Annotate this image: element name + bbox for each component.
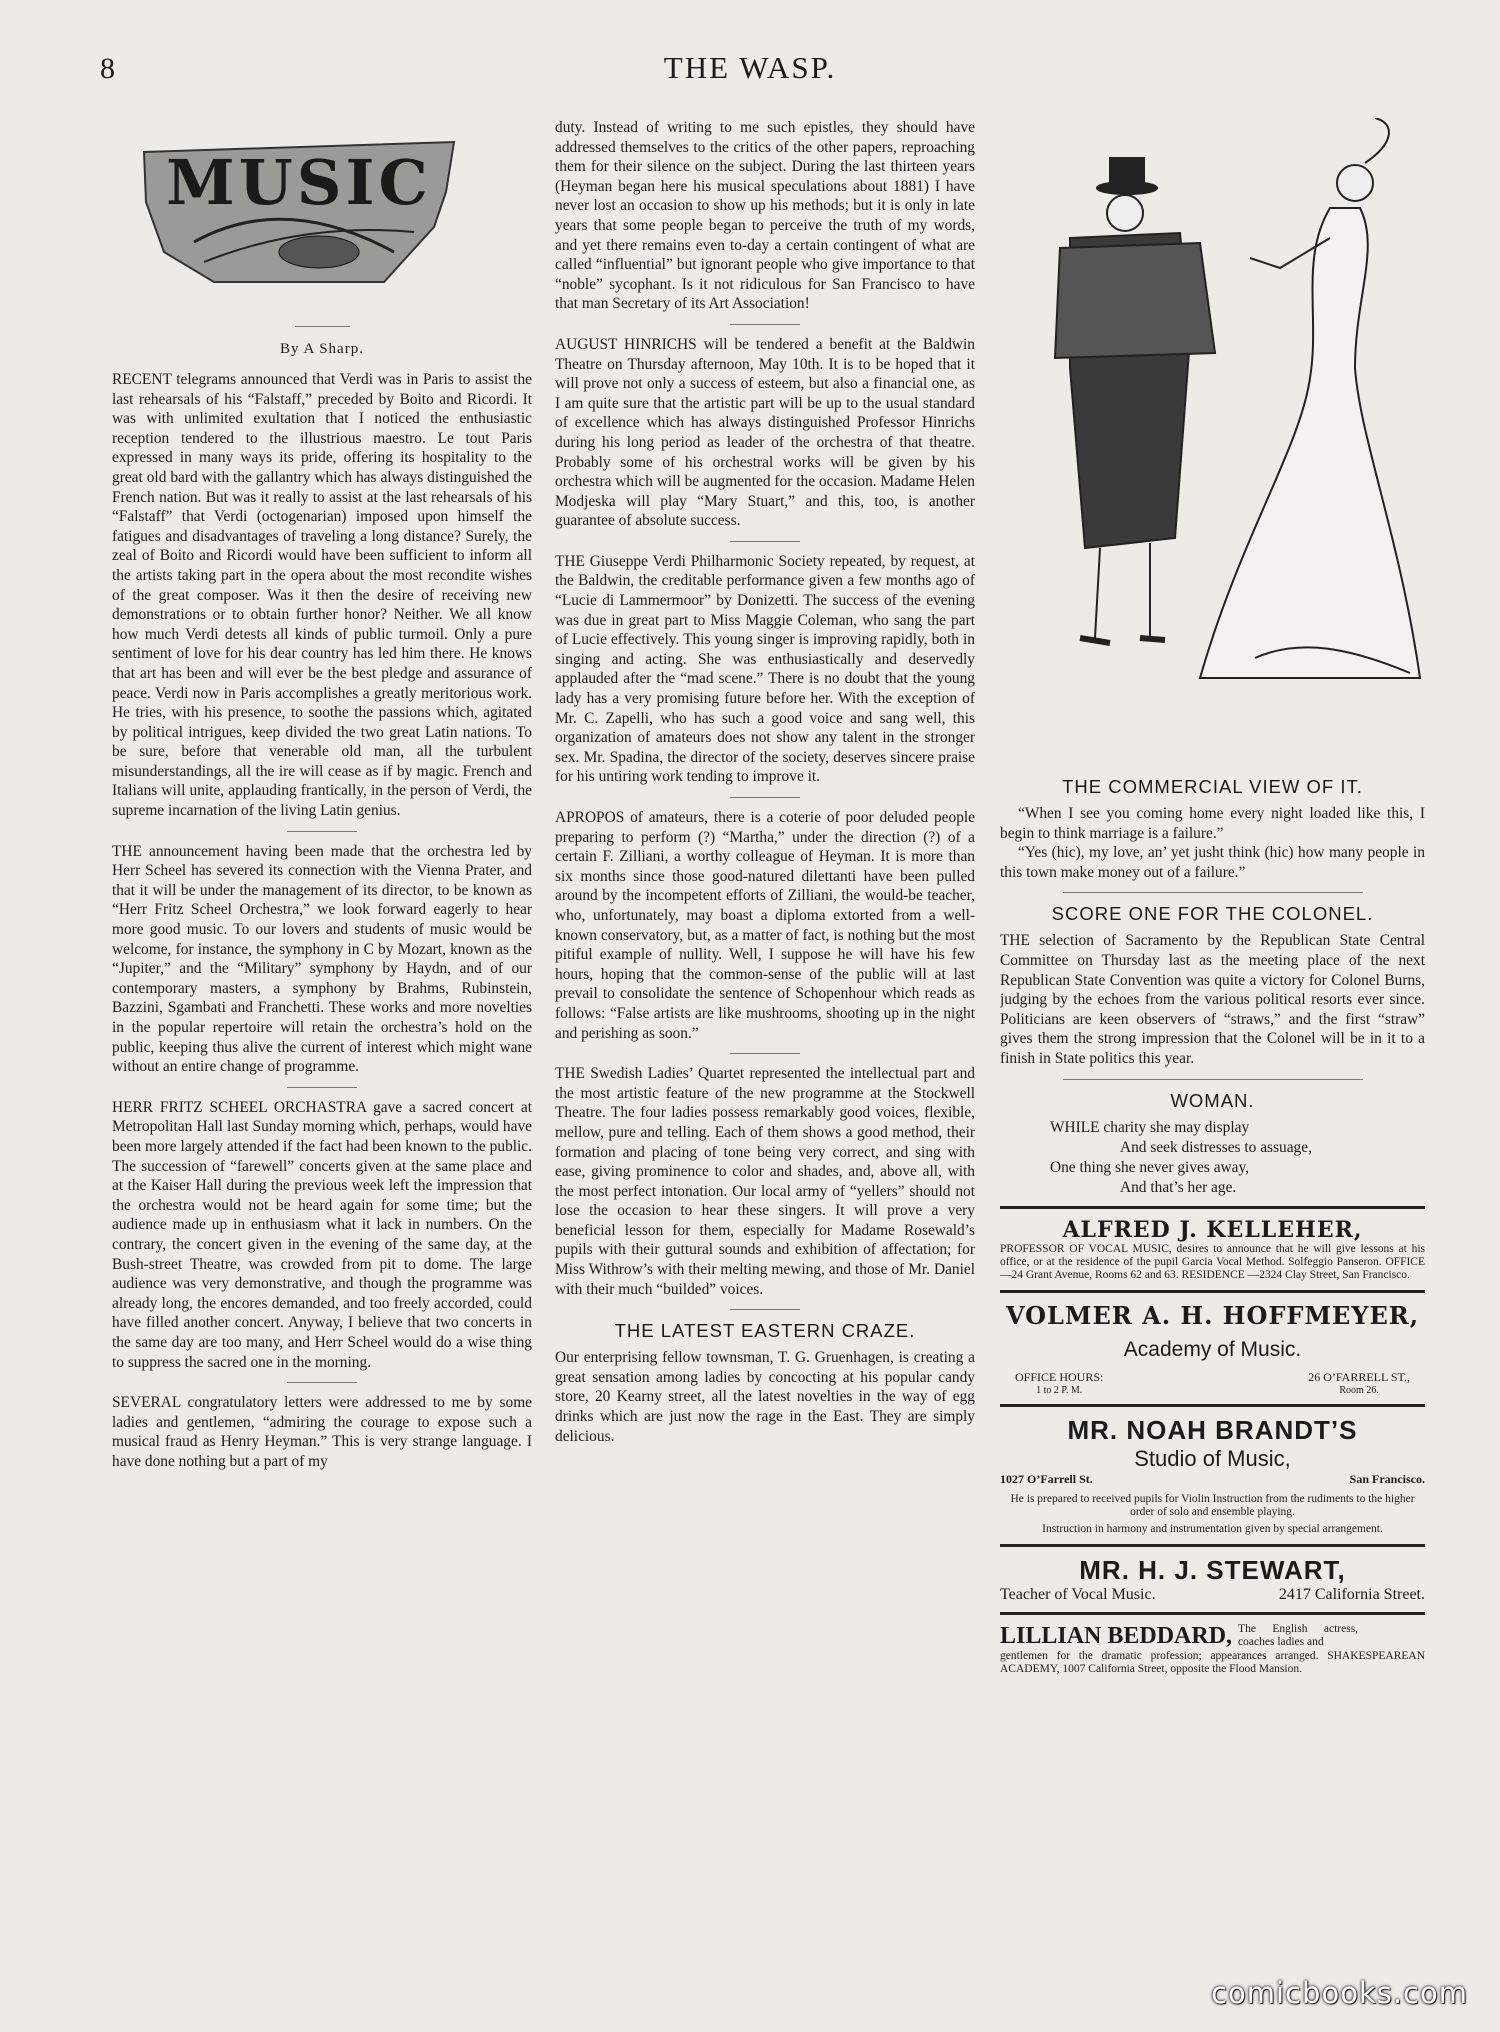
ad-brandt-text: He is prepared to received pupils for Violin Instruction from the rudiments to the higher order of solo and ensemble playing. (1010, 1492, 1415, 1518)
ad-kelleher-text: PROFESSOR OF VOCAL MUSIC, desires to announce that he will give lessons at his office, or at the residence of the pupil Garcia Vocal Method. Solfeggio Panseron. OFFICE—24 Grant Avenue, Rooms 62 and 63. RESIDENCE —2324 Clay Street, San Francisco. (1000, 1242, 1425, 1281)
page-number: 8 (100, 52, 115, 85)
ad-hoffmeyer-room: Room 26. (1339, 1384, 1379, 1396)
ad-brandt (1000, 1404, 1425, 1536)
watermark: comicbooks.com (1211, 1976, 1468, 2010)
article-hinrichs: AUGUST HINRICHS will be tendered a benefit at the Baldwin Theatre on Thursday afternoon, May 10th. It is to be hoped that it will prove not only a success of esteem, but also a financial one, as I am quite sure that the artistic part will be up to the usual standard of excellence which has always distinguished Professor Hinrichs during his long period as leader of the orchestra of that theatre. Probably some of his orchestral works will be given by his orchestra which will be augmented for the occasion. Madame Helen Modjeska will play “Mary Stuart,” and this, too, is another guarantee of absolute success. (555, 335, 975, 530)
column-2 (555, 118, 975, 1446)
article-verdi: RECENT telegrams announced that Verdi was in Paris to assist the last rehearsals of his “Falstaff,” preceded by Boito and Ricordi. It was with unlimited exultation that I noticed the enthusiastic reception tendered to the illustrious maestro. Le tout Paris expressed in many ways its pride, offering its hospitality to the great old bard with the gallantry which has always distinguished the French nation. But was it really to assist at the last rehearsals of his “Falstaff” that Verdi (octogenarian) imposed upon himself the fatigues and disadvantages of traveling a long distance? Surely, the zeal of Boito and Ricordi would have been sufficient to inform all the artists taking part in the opera about the most recondite wishes of the great composer. Was it then the desire of receiving new demonstrations or to obtain further honor? Neither. We all know how much Verdi detests all kinds of public turmoil. Only a pure sentiment of love for his dear country has led him there. He knows that art has been and will ever be the best pledge and assurance of peace. Verdi now in Paris accomplishes a greatly meritorious work. He tries, with his presence, to soothe the passions which, agitated by political intrigues, keep divided the two great Latin nations. To be sure, before that venerable old man, all the turbulent misunderstandings, all the ire will cease as if by magic. French and Italians will unite, applauding frantically, in the person of Verdi, the supreme incarnation of the living Latin genius. (112, 371, 532, 820)
ad-hoffmeyer-hours: OFFICE HOURS: (1015, 1369, 1104, 1384)
poem-line: And that’s her age. (1120, 1178, 1237, 1196)
ad-brandt-sub: Studio of Music, (1134, 1445, 1291, 1471)
ad-stewart-left: Teacher of Vocal Music. (1000, 1585, 1156, 1603)
ad-brandt-text-2: Instruction in harmony and instrumentation given by special arrangement. (1042, 1522, 1383, 1535)
poem-line: And seek distresses to assuage, (1120, 1138, 1312, 1156)
ad-beddard (1000, 1612, 1425, 1676)
masthead: THE WASP. (663, 50, 837, 85)
ad-hoffmeyer-hours-time: 1 to 2 P. M. (1036, 1384, 1083, 1396)
ad-hoffmeyer-details (1000, 1370, 1425, 1396)
byline: By A Sharp. (280, 341, 364, 357)
article-scheel-concert: HERR FRITZ SCHEEL ORCHASTRA gave a sacred concert at Metropolitan Hall last Sunday morning which, perhaps, would have been more largely attended if the fact had been known to the public. The succession of “farewell” concerts given at the same place and at the Kaiser Hall during the previous week left the impression that the orchestra would not be heard again for some time; but the audience made up in enthusiasm what it lack in numbers. On the contrary, the concert given in the evening of the same day, at the Bush-street Theatre, was crowded from pit to dome. The large audience was very demonstrative, and though the programme was already long, the encores demanded, and too freely accorded, could have filled another concert. Anyway, I believe that two concerts in the same day are too many, and Herr Scheel would do a wise thing to suppress the sacred one in the morning. (112, 1098, 532, 1371)
ad-beddard-note: The English actress, coaches ladies and (1238, 1623, 1359, 1649)
article-swedish-quartet: THE Swedish Ladies’ Quartet represented the intellectual part and the most artistic feature of the new programme at the Stockwell Theatre. The four ladies possess remarkably good voices, flexible, mellow, pure and telling. Each of them shows a good method, their formation and placing of tone being very correct, and sing with ease, giving prominence to color and shades, and, above all, with the most perfect intonation. Our local army of “yellers” should not lose the occasion to hear these singers. It will prove a very beneficial lesson for them, especially for Madame Rosewald’s pupils with their guttural sounds and exhibition of affectation; for Miss Withrow’s with their melting mewing, and those of Mr. Daniel with their much “builded” voices. (555, 1065, 975, 1298)
article-heyman: duty. Instead of writing to me such epistles, they should have addressed themselves to the critics of the other papers, reproaching them for their silence on the subject. During the last thirteen years (Heyman began here his musical speculations about 1881) I have never lost an occasion to show up his methods; but it is only in late years that some people began to perceive the truth of my words, and yet there remains even to-day a certain contingent of what are called “influential” but ignorant people who give importance to that “noble” sycophant. Is it not ridiculous for San Francisco to have that man Secretary of its Art Association! (555, 119, 975, 313)
music-heading-text: MUSIC (166, 146, 432, 219)
ad-stewart-right: 2417 California Street. (1278, 1585, 1425, 1603)
article-scheel-announcement: THE announcement having been made that the orchestra led by Herr Scheel has severed its connection with the Vienna Prater, and that it will be under the management of its director, to be known as “Herr Fritz Scheel Orchestra,” we look forward eagerly to hear more good music. To our lovers and students of music would be welcome, for instance, the symphony in C by Mozart, known as the “Jupiter,” and the “Military” symphony by Haydn, and of our contemporary masters, a symphony by Brahms, Rubinstein, Bazzini, Sgambati and Franchetti. These works and more novelties in the popular repertoire will retain the orchestra’s hold on the public, keeping thus alive the current of interest which might wane without an entire change of programme. (112, 842, 532, 1076)
ad-kelleher-name: ALFRED J. KELLEHER, (1062, 1216, 1363, 1243)
poem-line: WHILE charity she may display (1050, 1118, 1250, 1136)
ad-beddard-name: LILLIAN BEDDARD, (1000, 1622, 1233, 1649)
ad-beddard-text: gentlemen for the dramatic profession; appearances arranged. SHAKESPEAREAN ACADEMY, 1007 California Street, opposite the Flood Mansion. (1000, 1649, 1425, 1675)
ad-brandt-city: San Francisco. (1349, 1471, 1425, 1486)
ad-beddard-top (1000, 1623, 1425, 1650)
poem-woman (1000, 1118, 1425, 1198)
column-3 (1000, 118, 1425, 1676)
headline-woman: WOMAN. (1170, 1089, 1255, 1111)
cartoon-quote-2: “Yes (hic), my love, an’ yet jusht think (hic) how many people in this town make money out of a failure.” (1000, 844, 1425, 881)
ad-kelleher (1000, 1206, 1425, 1282)
ad-hoffmeyer (1000, 1290, 1425, 1396)
article-colonel: THE selection of Sacramento by the Republican State Central Committee on Thursday last as the meeting place of the next Republican State Convention was quite a victory for Colonel Burns, judging by the echoes from the various political resorts ever since. Politicians are keen observers of “straws,” and the first “straw” gives them the strong impression that the Colonel will be in it to a finish in State politics this year. (1000, 932, 1425, 1067)
ad-hoffmeyer-address: 26 O’FARRELL ST., (1308, 1369, 1410, 1384)
ad-brandt-name: MR. NOAH BRANDT’S (1067, 1414, 1358, 1445)
column-1 (112, 118, 532, 1471)
article-amateurs: APROPOS of amateurs, there is a coterie of poor deluded people preparing to perform (?) “Martha,” under the direction (?) of a certain F. Zilliani, a worthy colleague of Heyman. It is more than six months since those good-natured dilettanti have been pulled around by the incompetent efforts of Zilliani, the would-be teacher, who, unfortunately, may boast a diploma extorted from a well-known conservatory, but, as a matter of fact, is nothing but the most pitiful example of nullity. Well, I suppose he will have his few hours, hoping that the common-sense of the public will at last prevail to consolidate the sentence of Schopenhour which reads as follows: “False artists are like mushrooms, shooting up in the night and perishing as soon.” (555, 809, 975, 1042)
headline-eastern-craze: THE LATEST EASTERN CRAZE. (614, 1320, 916, 1342)
article-eastern-craze: Our enterprising fellow townsman, T. G. Gruenhagen, is creating a great sensation among ladies by concocting at his popular candy store, 20 Kearny street, all the latest novelties in the way of egg drinks which are just now the rage in the East. They are simply delicious. (555, 1349, 975, 1445)
ad-hoffmeyer-name: VOLMER A. H. HOFFMEYER, (1005, 1300, 1420, 1330)
music-heading-illustration (134, 132, 464, 292)
headline-colonel: SCORE ONE FOR THE COLONEL. (1051, 903, 1374, 925)
cartoon-caption-title: THE COMMERCIAL VIEW OF IT. (1062, 776, 1363, 797)
ad-stewart (1000, 1544, 1425, 1604)
ad-brandt-address: 1027 O’Farrell St. (1000, 1471, 1093, 1486)
ad-stewart-line (1000, 1586, 1425, 1604)
cartoon-illustration (1000, 118, 1425, 768)
article-verdi-society: THE Giuseppe Verdi Philharmonic Society repeated, by request, at the Baldwin, the creditable performance given a few months ago of “Lucie di Lammermoor” by Donizetti. The success of the evening was due in great part to Miss Maggie Coleman, who sang the part of Lucie effectively. This young singer is improving rapidly, both in singing and acting. She was enthusiastically and deservedly applauded after the “mad scene.” There is no doubt that the young lady has a very promising future before her. With the exception of Mr. C. Zapelli, who has such a good voice and sang well, this organization of amateurs does not show any talent in the stronger sex. Mr. Spadina, the director of the society, deserves sincere praise for his untiring work tending to improve it. (555, 552, 975, 786)
article-letters: SEVERAL congratulatory letters were addressed to me by some ladies and gentlemen, “admiring the courage to expose such a musical fraud as Henry Heyman.” This is very strange language. I have done nothing but a part of my (112, 1394, 532, 1470)
poem-line: One thing she never gives away, (1050, 1158, 1250, 1176)
ad-hoffmeyer-sub: Academy of Music. (1123, 1337, 1302, 1361)
ad-stewart-name: MR. H. J. STEWART, (1079, 1554, 1346, 1585)
ad-brandt-address-line (1000, 1472, 1425, 1487)
cartoon-quote-1: “When I see you coming home every night loaded like this, I begin to think marriage is a failure.” (1000, 805, 1425, 842)
